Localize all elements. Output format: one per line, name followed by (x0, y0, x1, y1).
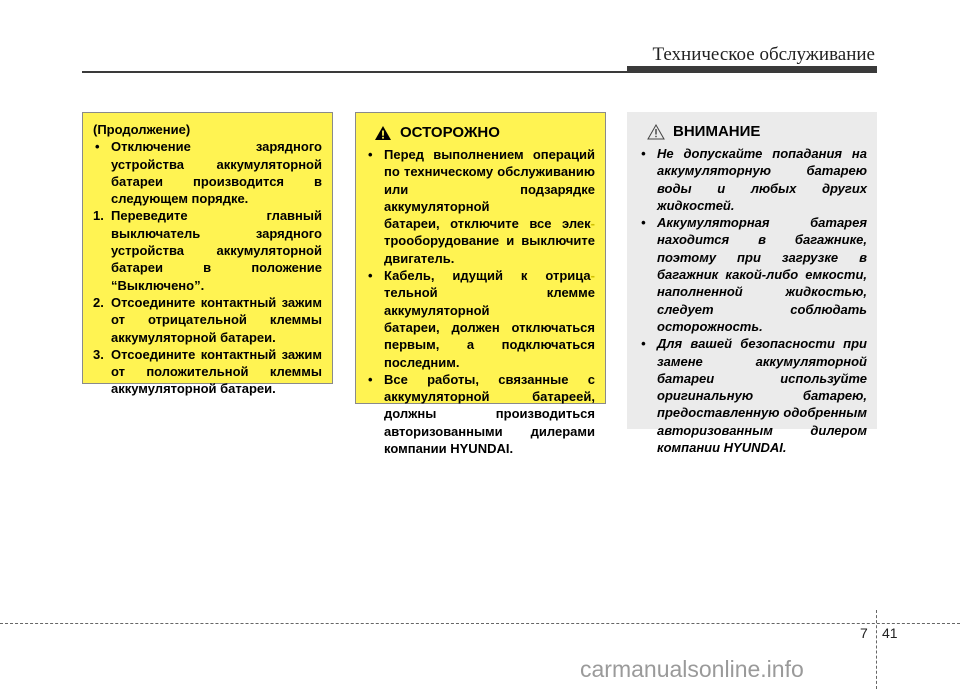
list-item: • Аккумуляторная батарея находится в багажнике, поэтому при загрузке в багажник какой-либо емкости, наполненной жидкостью, следует соблюдать осторожность. (641, 215, 867, 334)
notice-title: ВНИМАНИЕ (673, 123, 761, 141)
page-number: 41 (882, 625, 898, 641)
hyphen-mark: - (590, 216, 595, 232)
hyphen-mark: - (590, 268, 595, 284)
header-bar (627, 66, 877, 73)
list-item: 3. Отсоедините контактный зажим от положительной клеммы аккумуляторной батареи. (93, 346, 322, 397)
footer-divider (876, 610, 877, 689)
bullet-mark: • (368, 371, 373, 387)
list-item: • Кабель, идущий к отрица- тельной клемме аккумуляторной батареи, должен отключаться первым, а подключаться последним. (368, 268, 595, 370)
list-item: 2. Отсоедините контактный зажим от отрицательной клеммы аккумуляторной батареи. (93, 294, 322, 345)
chapter-number: 7 (860, 625, 868, 641)
list-item: • Не допускайте попадания на аккумуляторную батарею воды и любых других жидкостей. (641, 146, 867, 213)
notice-title-row (639, 121, 867, 143)
bullet-mark: • (368, 147, 373, 162)
list-item: • Все работы, связанные с аккумуляторной батареей, должны производиться авторизованными дилерами компании HYUNDAI. (368, 371, 595, 457)
footer-rule (0, 623, 960, 624)
header-rule (82, 71, 627, 73)
caution-title-row (366, 122, 595, 144)
step-number: 3. (93, 346, 104, 362)
continuation-heading: (Продолжение) (93, 122, 191, 137)
caution-title: ОСТОРОЖНО (400, 124, 500, 142)
warning-triangle-icon (374, 125, 392, 141)
bullet-mark: • (641, 146, 646, 161)
bullet-mark: • (95, 139, 100, 155)
list-item: 1. Переведите главный выключатель зарядного устройства аккумуляторной батареи в положение “Выключено”. (93, 208, 322, 293)
list-item: • Для вашей безопасности при замене аккумуляторной батареи используйте оригинальную батарею, предоставленную одобренным авторизованным дилером компании HYUNDAI. (641, 336, 867, 456)
bullet-mark: • (641, 215, 646, 231)
bullet-mark: • (368, 268, 373, 284)
page-header-title: Техническое обслуживание (652, 44, 875, 65)
list-item: • Отключение зарядного устройства аккумуляторной батареи производится в следующем порядке. (95, 139, 322, 207)
continuation-box (82, 112, 333, 397)
bullet-mark: • (641, 336, 646, 352)
step-number: 1. (93, 208, 104, 224)
list-item: • Перед выполнением операций по техническому обслуживанию или подзарядке аккумуляторной батареи, отключите все элек- трооборудование и выключите двигатель. (368, 147, 595, 266)
caution-outline-icon (647, 124, 665, 140)
notice-box (627, 112, 877, 456)
watermark: carmanualsonline.info (580, 656, 804, 682)
step-number: 2. (93, 294, 104, 310)
caution-box (355, 112, 606, 457)
